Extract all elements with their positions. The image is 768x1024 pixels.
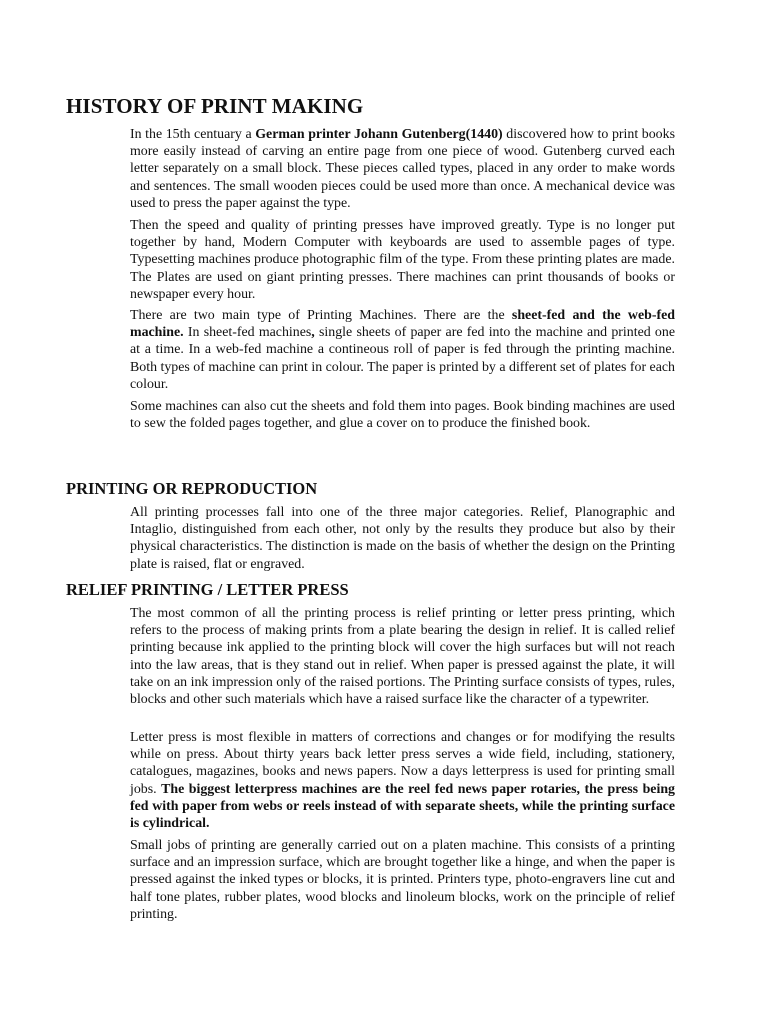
relief-paragraph-1: The most common of all the printing process is relief printing or letter press printing, which refers to the process of making prints from a plate bearing the design in relief. It is called relief printing because ink applied to the printing block will cover the high surfaces but will not reach into the law areas, that is they stand out in relief. When paper is pressed against the plate, it will take on an ink impression only of the raised portions. The Printing surface consists of types, rules, blocks and other such materials which have a raised surface like the character of a typewriter. — [130, 606, 675, 708]
intro-p3-bold-machines: sheet-fed and the web-fed machine. — [130, 308, 675, 341]
page-title: HISTORY OF PRINT MAKING — [66, 94, 364, 118]
section-heading-reproduction: PRINTING OR REPRODUCTION — [66, 479, 318, 498]
section-heading-relief: RELIEF PRINTING / LETTER PRESS — [66, 580, 349, 599]
intro-p3-text-a: There are two main type of Printing Machines. There are the — [130, 308, 512, 323]
intro-paragraph-1 — [130, 126, 675, 212]
intro-p1-text-c: discovered how to print books more easily instead of carving an entire page from one piece of wood. Gutenberg curved each letter separately on a small block. These pieces called types, placed in any order to make words and sentences. The small wooden pieces could be used more than once. A mechanical device was used to press the paper against the type. — [130, 127, 675, 211]
relief-paragraph-2 — [130, 729, 675, 832]
intro-p3-bold-comma: , — [311, 325, 315, 341]
intro-paragraph-4: Some machines can also cut the sheets and fold them into pages. Book binding machines are used to sew the folded pages together, and glue a cover on to produce the finished book. — [130, 399, 675, 432]
intro-paragraph-2: Then the speed and quality of printing presses have improved greatly. Type is no longer put together by hand, Modern Computer with keyboards are used to assemble pages of type. Typesetting machines produce photographic film of the type. From these printing plates are made. The Plates are used on giant printing presses. There machines can print thousands of books or newspaper every hour. — [130, 218, 675, 302]
relief-paragraph-3: Small jobs of printing are generally carried out on a platen machine. This consists of a printing surface and an impression surface, which are brought together like a hinge, and when the paper is pressed against the inked types or blocks, it is printed. Printers type, photo-engravers line cut and half tone plates, rubber plates, wood blocks and linoleum blocks, work on the principle of relief printing. — [130, 838, 675, 922]
reproduction-paragraph-1: All printing processes fall into one of the three major categories. Relief, Planographic and Intaglio, distinguished from each other, not only by the results they produce but also by their physical characteristics. The distinction is made on the basis of whether the design on the Printing plate is raised, flat or engraved. — [130, 505, 675, 572]
intro-p1-text-a: In the 15th centuary a — [130, 127, 256, 142]
relief-p2-bold: The biggest letterpress machines are the reel fed news paper rotaries, the press being fed with paper from webs or reels instead of with separate sheets, while the printing surface is cylindrical. — [130, 781, 675, 832]
relief-p2-text-a: Letter press is most flexible in matters of corrections and changes or for modifying the results while on press. About thirty years back letter press serves a wide field, including, stationery, catalogues, magazines, books and news papers. Now a days letterpress is used for printing small jobs. — [130, 730, 675, 797]
intro-p3-text-c: In sheet-fed machines — [183, 325, 312, 341]
intro-p3-text-e: single sheets of paper are fed into the machine and printed one at a time. In a web-fed machine a contineous roll of paper is fed through the printing machine. Both types of machine can print in colour. The paper is printed by a different set of plates for each colour. — [130, 325, 675, 392]
intro-paragraph-3 — [130, 307, 675, 393]
intro-p1-bold: German printer Johann Gutenberg(1440) — [255, 127, 503, 142]
